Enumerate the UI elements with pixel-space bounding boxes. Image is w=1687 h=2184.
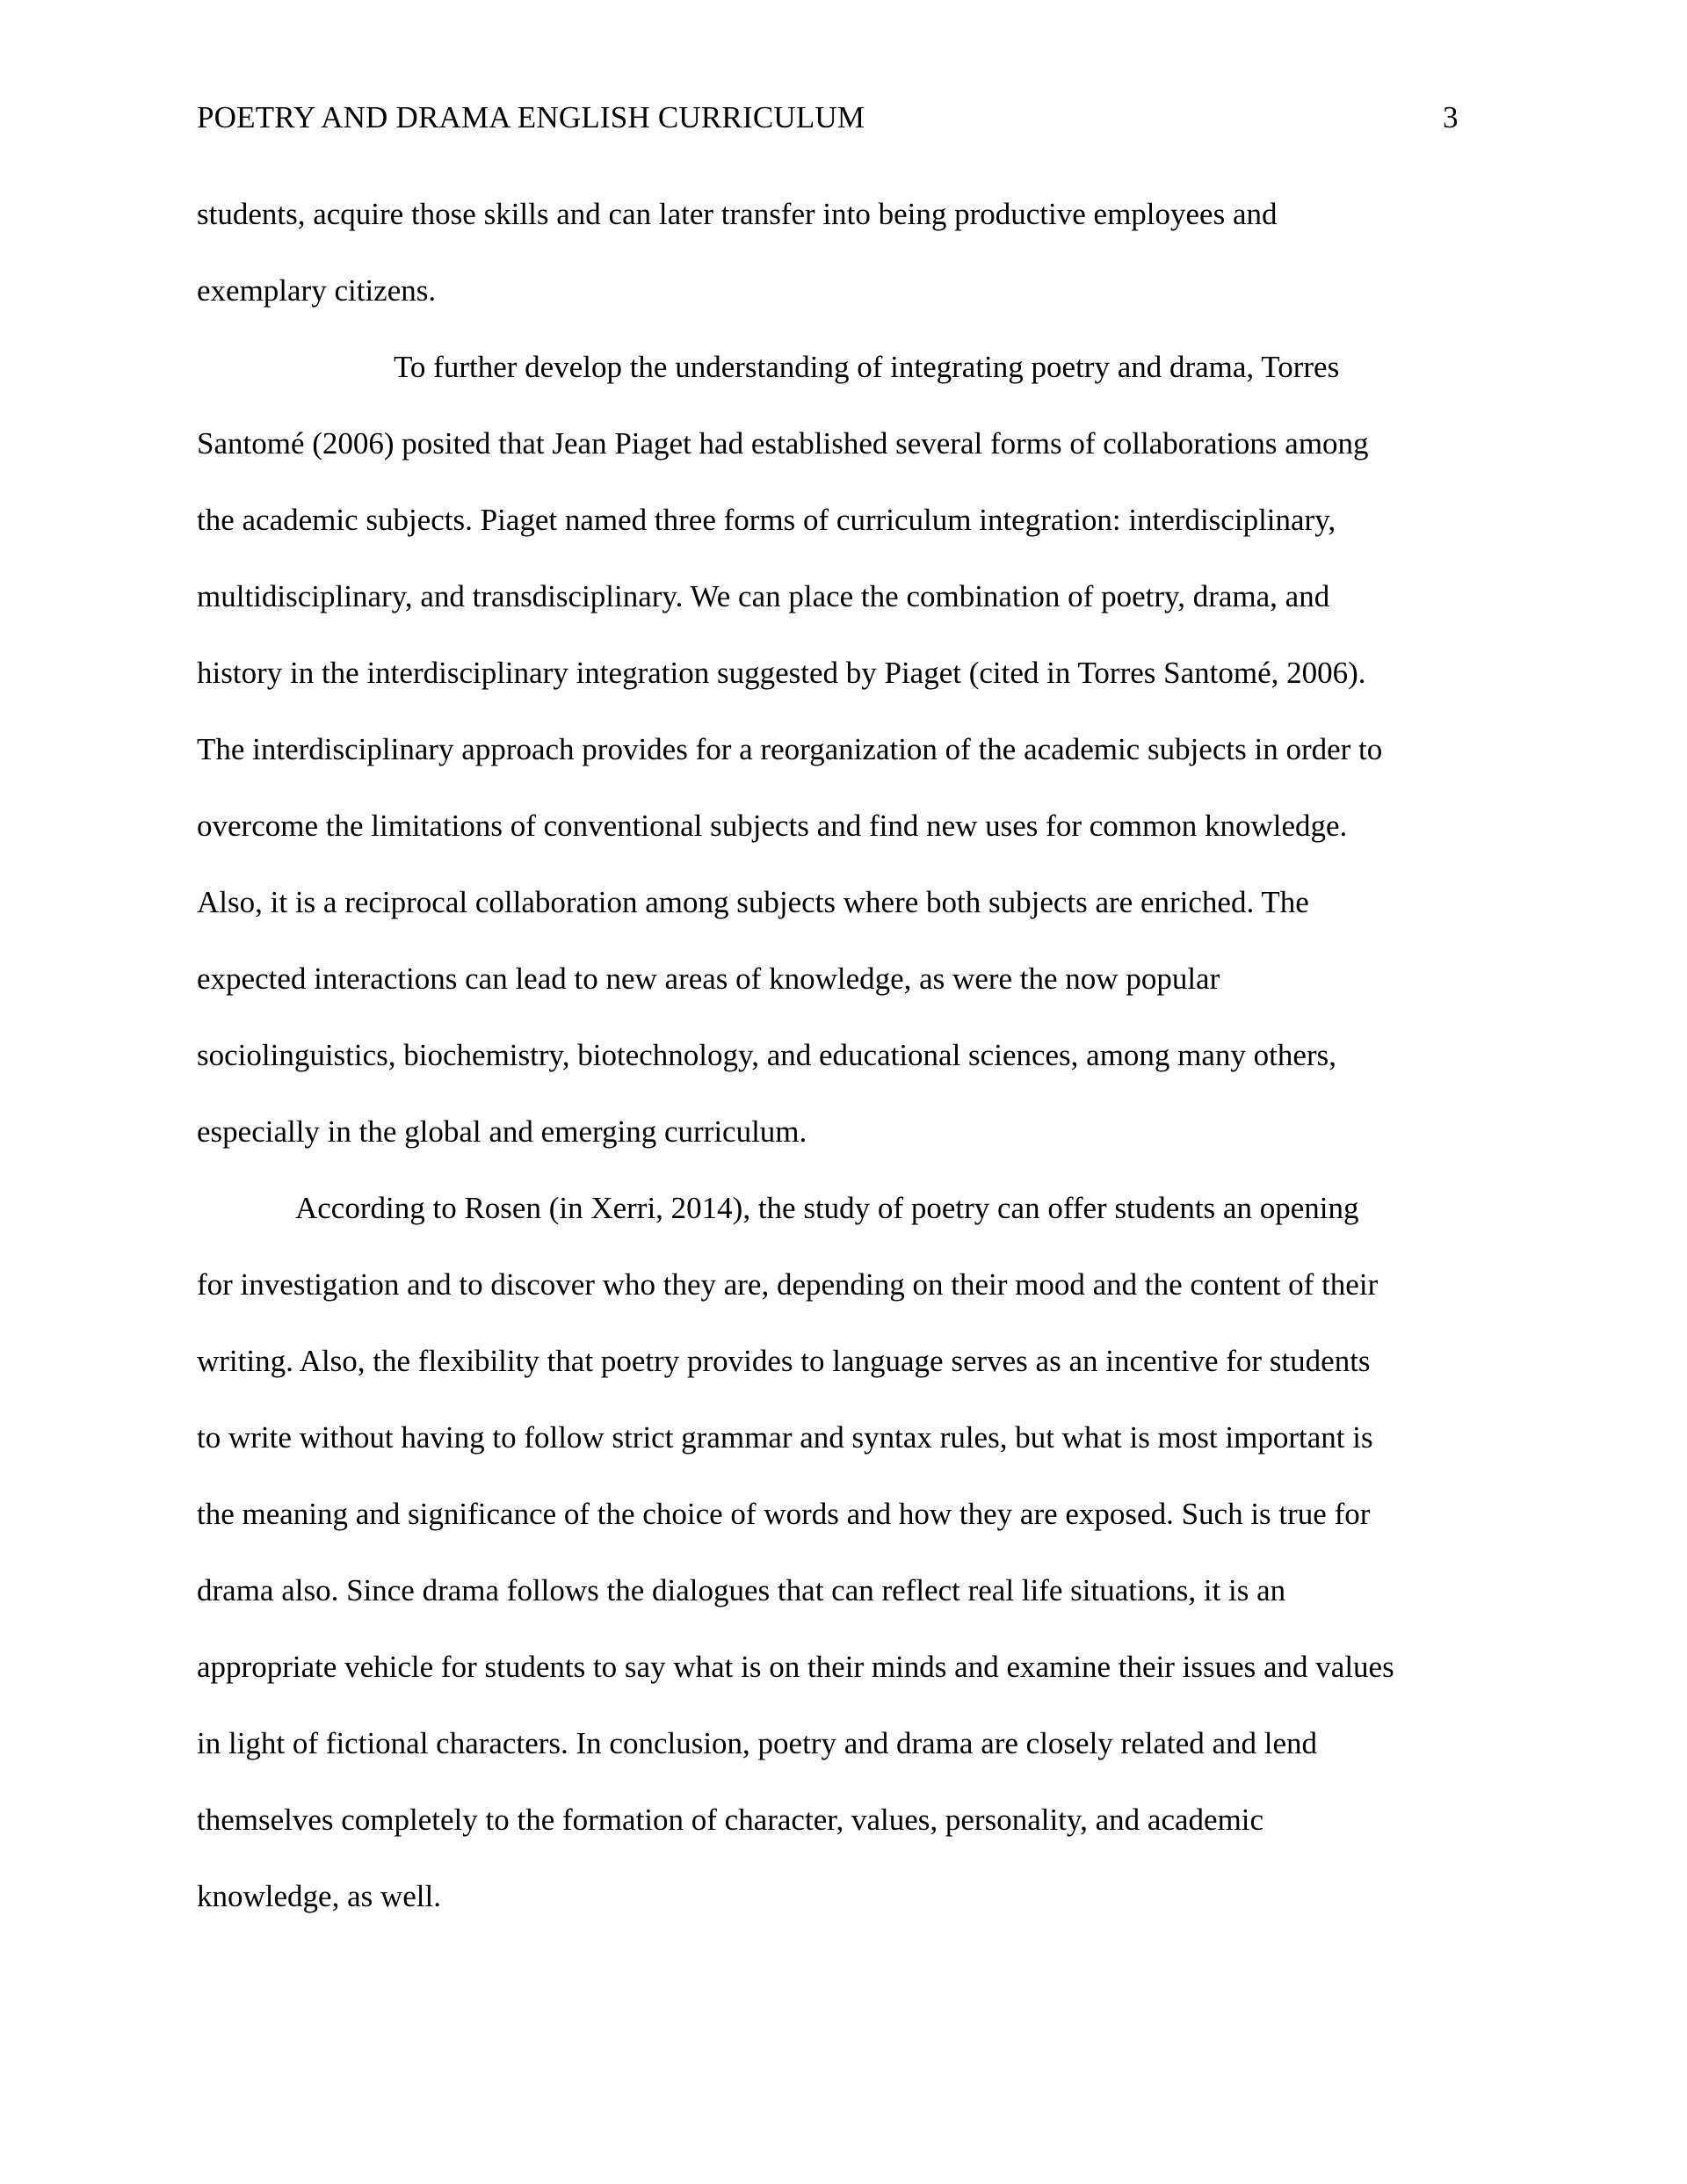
text-line: sociolinguistics, biochemistry, biotechnology, and educational sciences, among many others, xyxy=(197,1038,1336,1072)
text-line: students, acquire those skills and can later transfer into being productive employees and xyxy=(197,197,1278,231)
text-line: multidisciplinary, and transdisciplinary. We can place the combination of poetry, drama, and xyxy=(197,579,1330,613)
text-line: appropriate vehicle for students to say what is on their minds and examine their issues and values xyxy=(197,1650,1394,1684)
text-line: drama also. Since drama follows the dialogues that can reflect real life situations, it is an xyxy=(197,1573,1286,1607)
text-line: to write without having to follow strict grammar and syntax rules, but what is most important is xyxy=(197,1420,1373,1455)
text-line: history in the interdisciplinary integration suggested by Piaget (cited in Torres Santomé, 2006). xyxy=(197,656,1366,690)
text-line: Santomé (2006) posited that Jean Piaget had established several forms of collaborations among xyxy=(197,426,1369,461)
running-head: POETRY AND DRAMA ENGLISH CURRICULUM xyxy=(197,100,865,134)
text-line: the meaning and significance of the choice of words and how they are exposed. Such is true for xyxy=(197,1497,1371,1531)
text-line: especially in the global and emerging curriculum. xyxy=(197,1114,807,1149)
page-number: 3 xyxy=(1443,100,1459,134)
text-line: writing. Also, the flexibility that poetry provides to language serves as an incentive for students xyxy=(197,1344,1371,1378)
text-line: expected interactions can lead to new areas of knowledge, as were the now popular xyxy=(197,961,1220,996)
text-line: in light of fictional characters. In conclusion, poetry and drama are closely related and lend xyxy=(197,1726,1318,1760)
text-line: the academic subjects. Piaget named three forms of curriculum integration: interdisciplinary, xyxy=(197,503,1336,537)
text-line: Also, it is a reciprocal collaboration among subjects where both subjects are enriched. The xyxy=(197,885,1309,919)
text-line: The interdisciplinary approach provides for a reorganization of the academic subjects in order to xyxy=(197,732,1383,766)
text-line: knowledge, as well. xyxy=(197,1879,441,1913)
text-line: exemplary citizens. xyxy=(197,273,437,308)
text-line: To further develop the understanding of integrating poetry and drama, Torres xyxy=(394,350,1340,384)
text-line: for investigation and to discover who they are, depending on their mood and the content of their xyxy=(197,1267,1379,1302)
text-line: overcome the limitations of conventional subjects and find new uses for common knowledge. xyxy=(197,809,1348,843)
text-line: According to Rosen (in Xerri, 2014), the study of poetry can offer students an opening xyxy=(295,1191,1359,1225)
text-line: themselves completely to the formation of character, values, personality, and academic xyxy=(197,1803,1264,1837)
